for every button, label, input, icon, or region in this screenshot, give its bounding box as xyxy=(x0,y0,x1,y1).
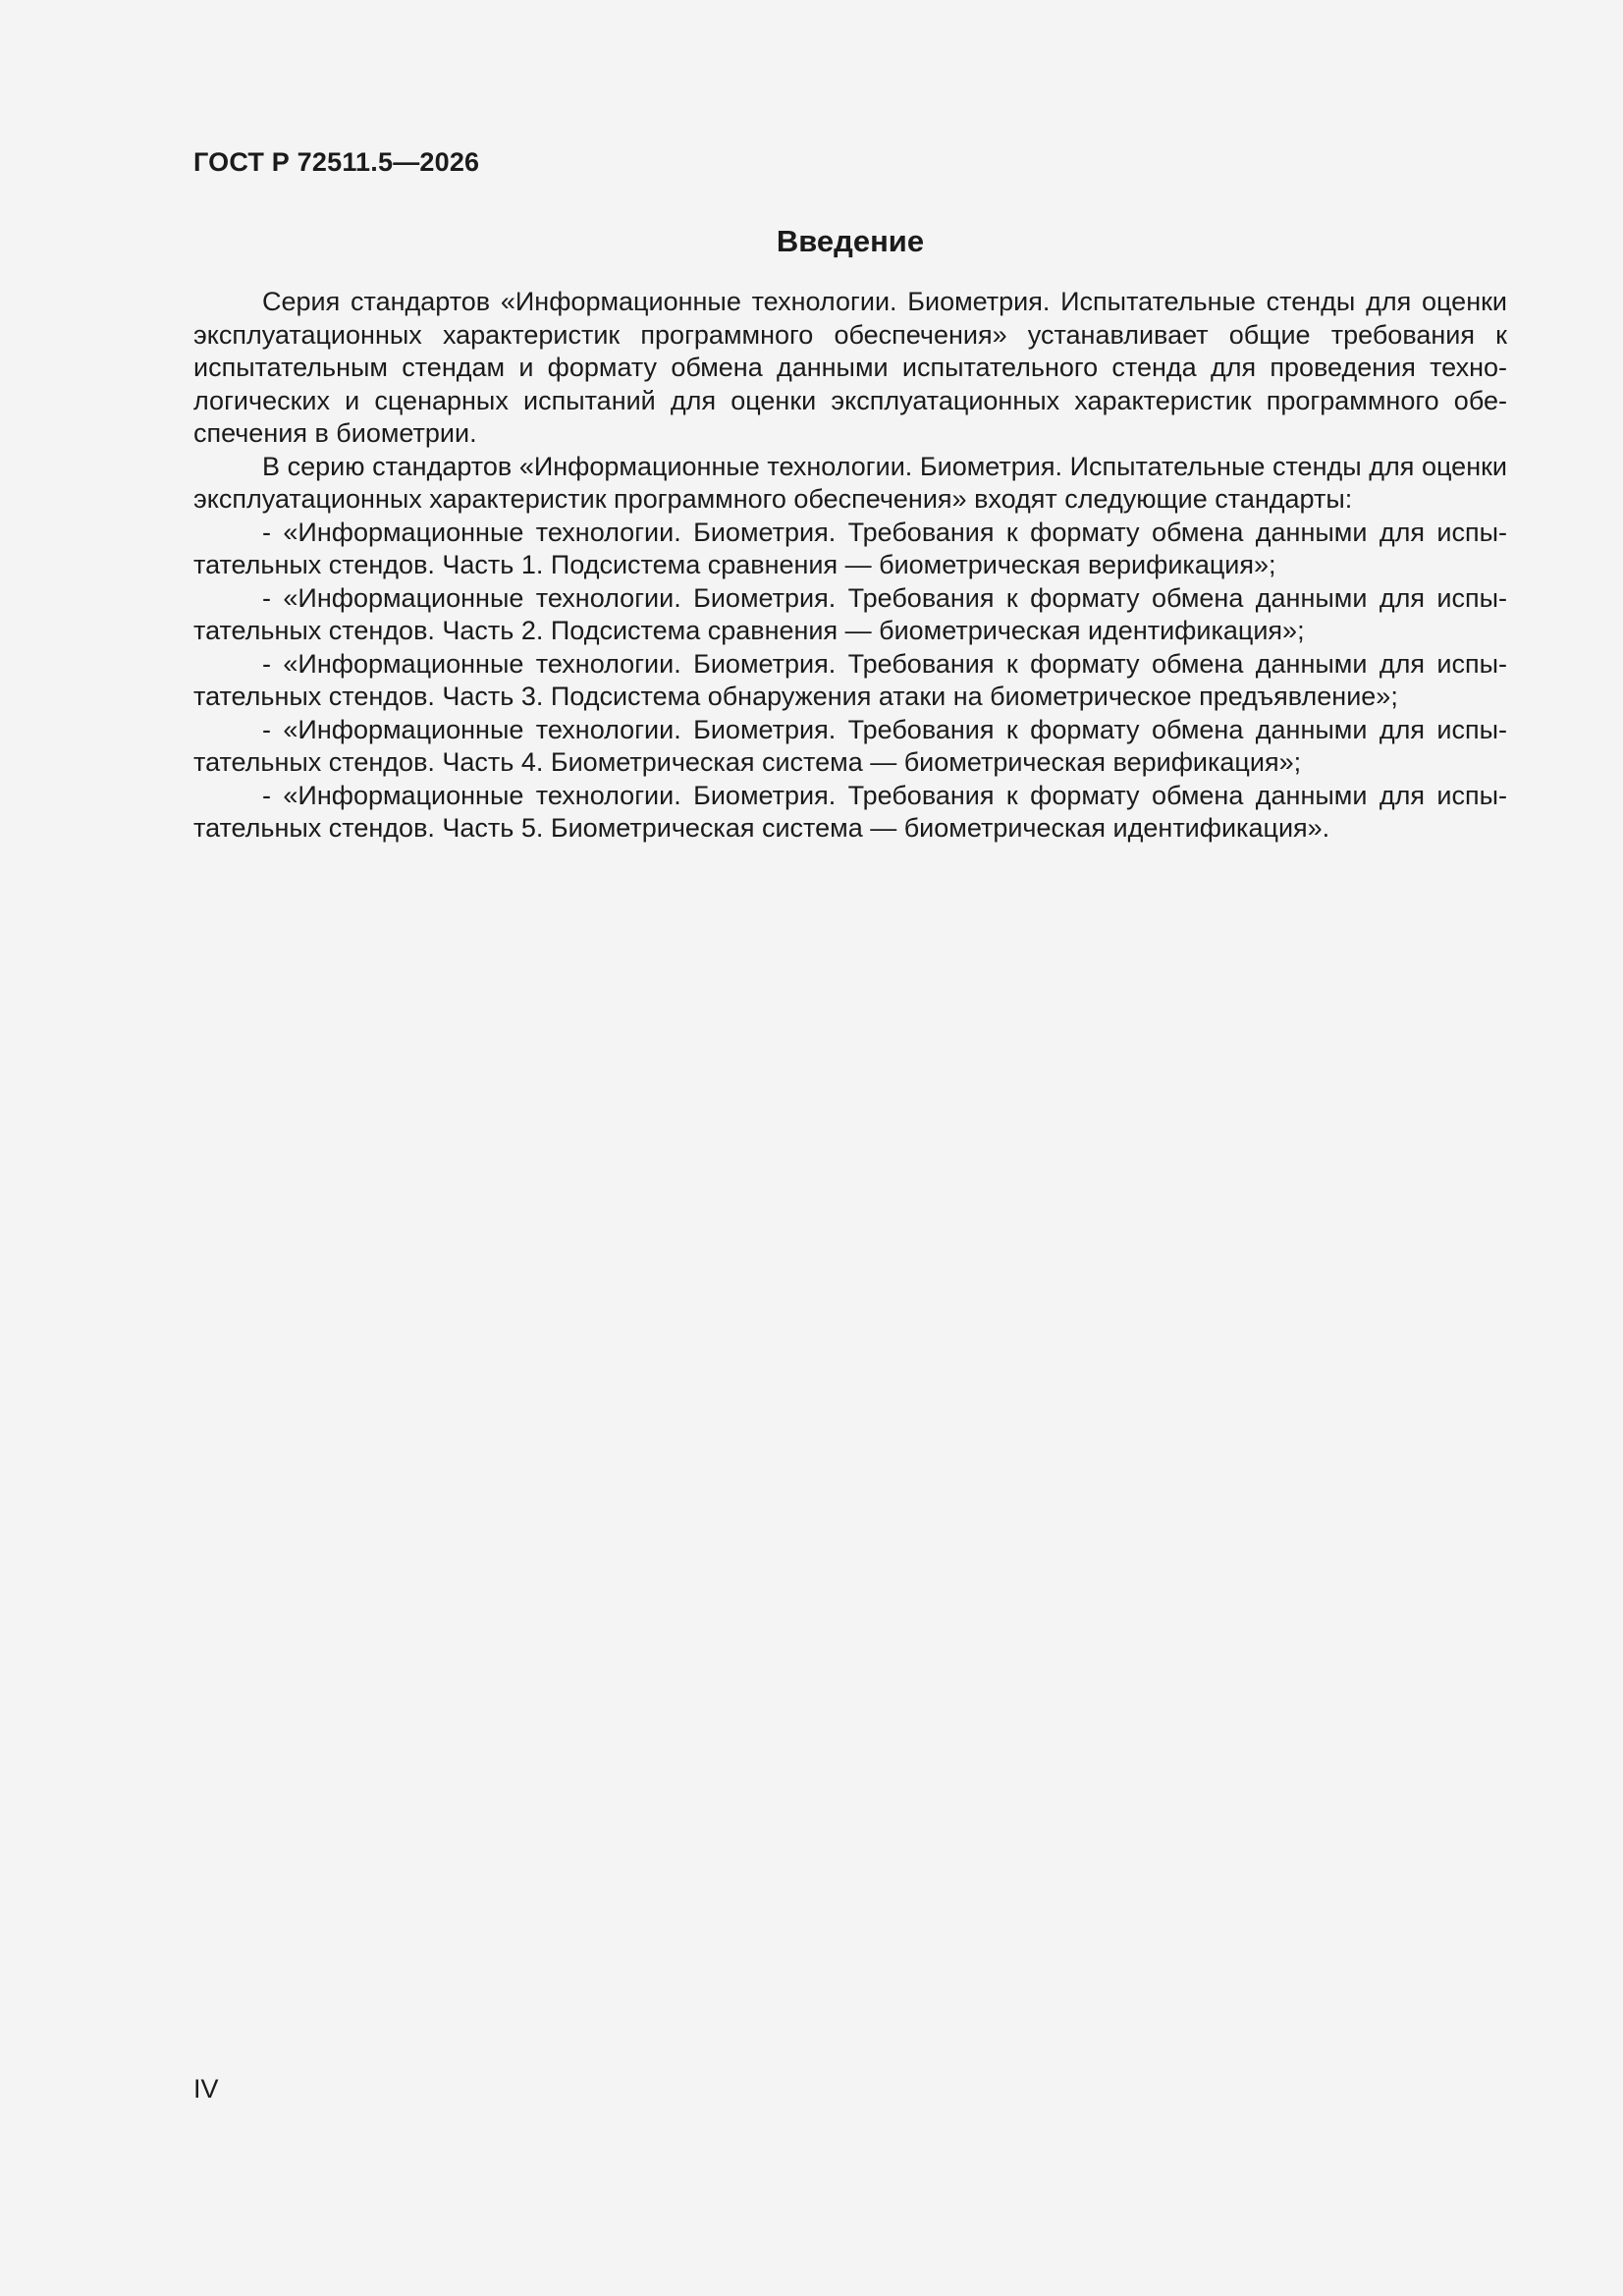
page-number: IV xyxy=(193,2074,219,2104)
list-item-part-4: - «Информационные технологии. Биометрия. Требования к формату обмена данными для испытательных стендов. Часть 4. Биометрическая система — биометрическая верификация»; xyxy=(193,714,1507,777)
list-item-part-2: - «Информационные технологии. Биометрия. Требования к формату обмена данными для испытательных стендов. Часть 2. Подсистема сравнения — биометрическая идентификация»; xyxy=(193,582,1507,645)
paragraph-series-description: Серия стандартов «Информационные технологии. Биометрия. Испытательные стенды для оценки эксплуатационных характеристик программного обеспечения» устанавливает общие требования к испытательным стендам и формату обмена данными испытательного стенда для проведения технологических и сценарных испытаний для оценки эксплуатационных характеристик программного обеспечения в биометрии. xyxy=(193,287,1507,448)
document-code: ГОСТ Р 72511.5—2026 xyxy=(193,147,480,177)
list-item-part-1: - «Информационные технологии. Биометрия. Требования к формату обмена данными для испытательных стендов. Часть 1. Подсистема сравнения — биометрическая верификация»; xyxy=(193,517,1507,579)
list-item-part-5: - «Информационные технологии. Биометрия. Требования к формату обмена данными для испытательных стендов. Часть 5. Биометрическая система — биометрическая идентификация». xyxy=(193,780,1507,843)
paragraph-series-contents: В серию стандартов «Информационные технологии. Биометрия. Испытательные стенды для оценки эксплуатационных характеристик программного обеспечения» входят следующие стандарты: xyxy=(193,451,1507,514)
section-title: Введение xyxy=(776,224,925,258)
introduction-body xyxy=(193,286,1507,846)
list-item-part-3: - «Информационные технологии. Биометрия. Требования к формату обмена данными для испытательных стендов. Часть 3. Подсистема обнаружения атаки на биометрическое предъявление»; xyxy=(193,648,1507,711)
